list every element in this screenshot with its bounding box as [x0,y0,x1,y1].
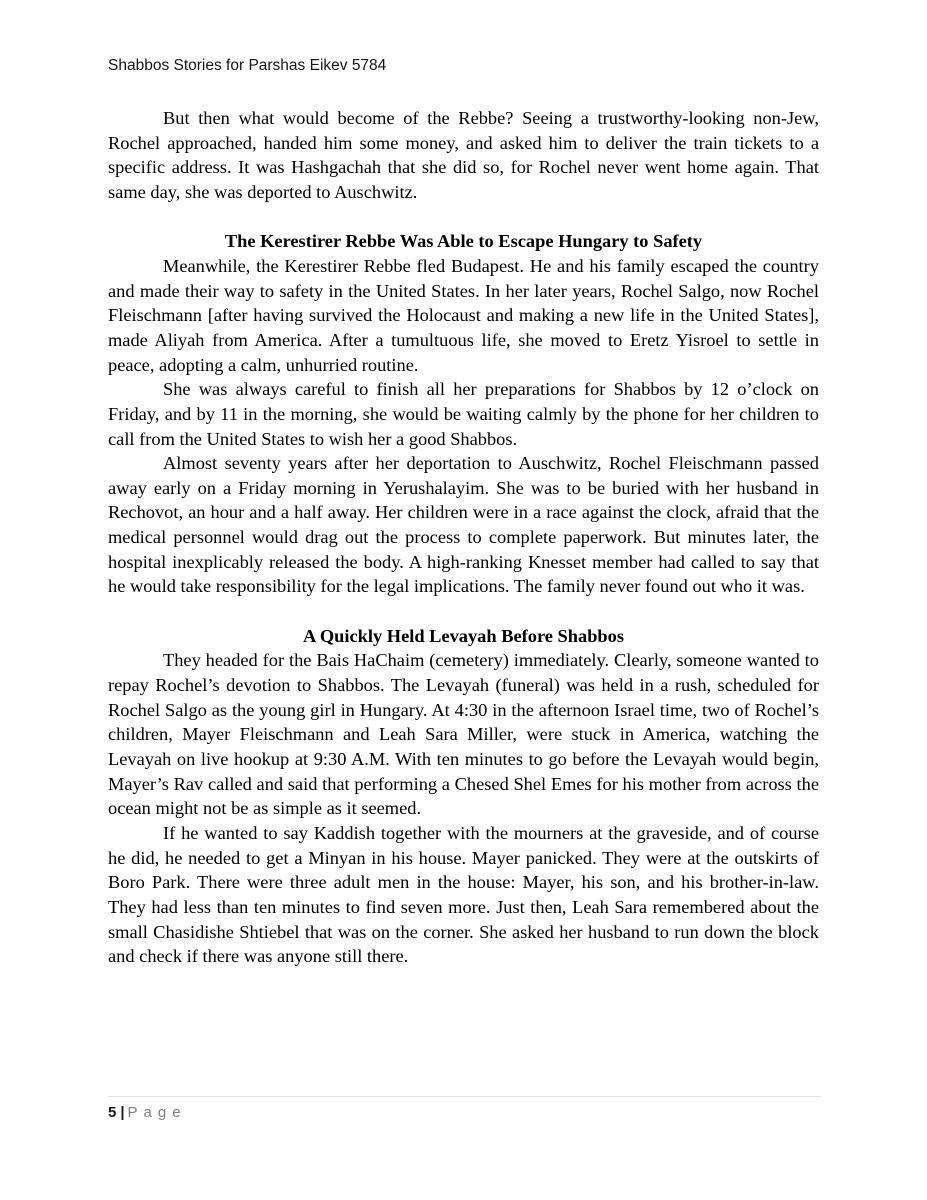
body-paragraph: She was always careful to finish all her preparations for Shabbos by 12 o’clock on Friday, and by 11 in the morning, she would be waiting calmly by the phone for her children to call from the United States to wish her a good Shabbos. [108,379,819,449]
page-footer [108,1096,821,1122]
body-paragraph: Almost seventy years after her deportation to Auschwitz, Rochel Fleischmann passed away early on a Friday morning in Yerushalayim. She was to be buried with her husband in Rechovot, an hour and a half away. Her children were in a race against the clock, afraid that the medical personnel would drag out the process to complete paperwork. But minutes later, the hospital inexplicably released the body. A high-ranking Knesset member had called to say that he would take responsibility for the legal implications. The family never found out who it was. [108,453,819,597]
body-paragraph: But then what would become of the Rebbe? Seeing a trustworthy-looking non-Jew, Rochel approached, handed him some money, and asked him to deliver the train tickets to a specific address. It was Hashgachah that she did so, for Rochel never went home again. That same day, she was deported to Auschwitz. [108,108,819,202]
document-header-title: Shabbos Stories for Parshas Eikev 5784 [108,57,387,74]
body-paragraph: If he wanted to say Kaddish together with the mourners at the graveside, and of course he did, he needed to get a Minyan in his house. Mayer panicked. They were at the outskirts of Boro Park. There were three adult men in the house: Mayer, his son, and his brother-in-law. They had less than ten minutes to find seven more. Just then, Leah Sara remembered about the small Chasidishe Shtiebel that was on the corner. She asked her husband to run down the block and check if there was anyone still there. [108,823,819,967]
section-heading: A Quickly Held Levayah Before Shabbos [302,625,625,646]
document-body [108,106,819,969]
body-paragraph: They headed for the Bais HaChaim (cemetery) immediately. Clearly, someone wanted to repay Rochel’s devotion to Shabbos. The Levayah (funeral) was held in a rush, scheduled for Rochel Salgo as the young girl in Hungary. At 4:30 in the afternoon Israel time, two of Rochel’s children, Mayer Fleischmann and Leah Sara Miller, were stuck in America, watching the Levayah on live hookup at 9:30 A.M. With ten minutes to go before the Levayah would begin, Mayer’s Rav called and said that performing a Chesed Shel Emes for his mother from across the ocean might not be as simple as it seemed. [108,650,819,819]
section-heading: The Kerestirer Rebbe Was Able to Escape Hungary to Safety [224,231,703,252]
footer-page-label: Page [127,1104,187,1121]
footer-divider: | [120,1104,125,1121]
page-number: 5 [108,1104,117,1121]
body-paragraph: Meanwhile, the Kerestirer Rebbe fled Budapest. He and his family escaped the country and made their way to safety in the United States. In her later years, Rochel Salgo, now Rochel Fleischmann [after having survived the Holocaust and making a new life in the United States], made Aliyah from America. After a tumultuous life, she moved to Eretz Yisroel to settle in peace, adopting a calm, unhurried routine. [108,255,819,375]
